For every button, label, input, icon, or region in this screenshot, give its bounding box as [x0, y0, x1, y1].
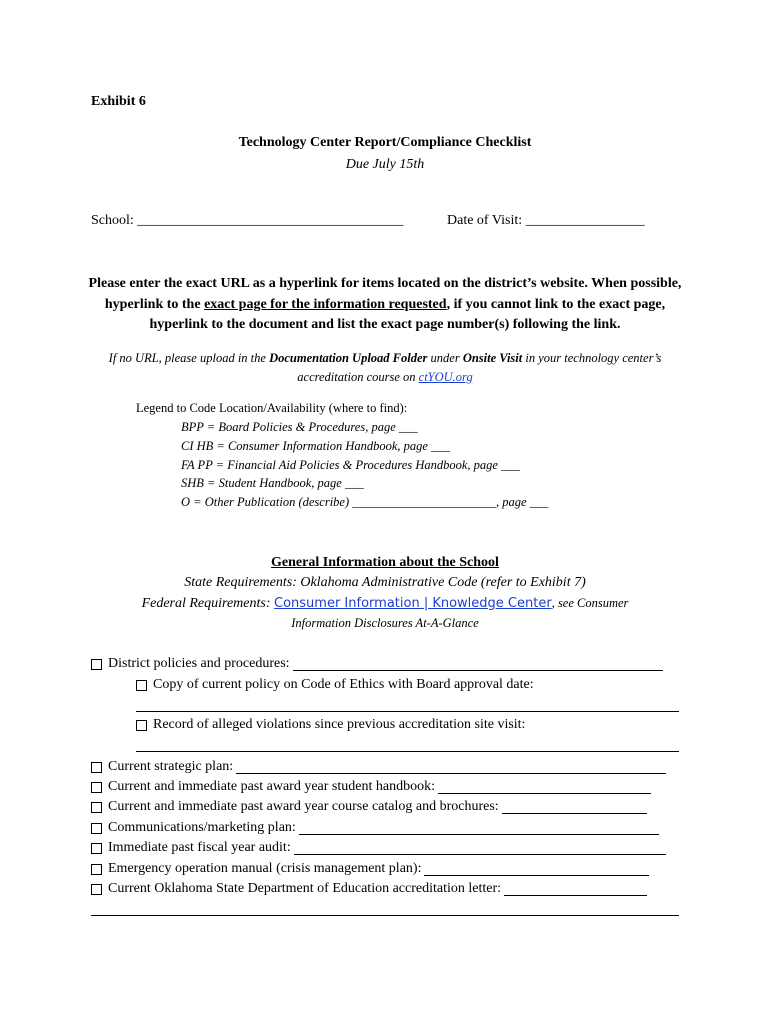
answer-line[interactable] — [299, 821, 659, 835]
federal-label: Federal Requirements: — [141, 596, 275, 611]
checklist-item-violations[interactable] — [136, 717, 525, 733]
legend-item: O = Other Publication (describe) _______________________, page ___ — [181, 495, 549, 509]
instructions-underlined: exact page for the information requested — [204, 296, 447, 312]
answer-line[interactable] — [502, 800, 647, 814]
federal-requirements — [0, 596, 770, 612]
checkbox-icon[interactable] — [136, 680, 147, 691]
checklist-item-accreditation[interactable] — [91, 881, 647, 897]
item-label: Current and immediate past award year course catalog and brochures: — [108, 799, 499, 814]
upload-visit: Onsite Visit — [462, 351, 523, 365]
item-label: Emergency operation manual (crisis management plan): — [108, 861, 422, 876]
checkbox-icon[interactable] — [136, 720, 147, 731]
checkbox-icon[interactable] — [91, 843, 102, 854]
item-label: Immediate past fiscal year audit: — [108, 840, 291, 855]
instructions-part1: Please enter the exact URL as a hyperlink for items located on the district’s website. When possible, hyperlink to the — [88, 276, 682, 312]
checkbox-icon[interactable] — [91, 884, 102, 895]
legend-item: BPP = Board Policies & Procedures, page ___ — [181, 420, 418, 434]
answer-line[interactable] — [438, 780, 651, 794]
checklist-item-strategic[interactable] — [91, 759, 666, 775]
checklist-item-ethics[interactable] — [136, 677, 534, 693]
legend-item: FA PP = Financial Aid Policies & Procedures Handbook, page ___ — [181, 458, 520, 472]
ctyou-link[interactable]: ctYOU.org — [418, 369, 473, 384]
disclosures-label: Information Disclosures At-A-Glance — [291, 616, 479, 630]
answer-line[interactable] — [136, 711, 679, 712]
state-requirements: State Requirements: Oklahoma Administrative Code (refer to Exhibit 7) — [184, 575, 586, 590]
section-title: General Information about the School — [271, 555, 499, 570]
answer-line[interactable] — [236, 760, 666, 774]
visit-date-field[interactable]: Date of Visit: _________________ — [447, 213, 645, 228]
answer-line[interactable] — [294, 841, 666, 855]
checkbox-icon[interactable] — [91, 782, 102, 793]
school-field[interactable]: School: ______________________________________ — [91, 213, 404, 228]
checkbox-icon[interactable] — [91, 802, 102, 813]
federal-post: , see Consumer — [551, 596, 629, 610]
upload-pre: If no URL, please upload in the — [108, 351, 270, 365]
page-title: Technology Center Report/Compliance Checklist — [238, 135, 532, 150]
legend-item: SHB = Student Handbook, page ___ — [181, 476, 364, 490]
answer-line[interactable] — [504, 882, 647, 896]
answer-line[interactable] — [91, 915, 679, 916]
checkbox-icon[interactable] — [91, 762, 102, 773]
checklist-item-emergency[interactable] — [91, 861, 649, 877]
legend-title: Legend to Code Location/Availability (where to find): — [136, 401, 408, 415]
upload-post: in your technology center’s accreditation course on — [297, 351, 662, 384]
item-label: Communications/marketing plan: — [108, 820, 296, 835]
answer-line[interactable] — [293, 657, 663, 671]
hyperlink-instructions — [85, 274, 685, 336]
checkbox-icon[interactable] — [91, 823, 102, 834]
checklist-item-district[interactable] — [91, 656, 663, 672]
knowledge-center-link[interactable]: Consumer Information | Knowledge Center — [274, 596, 552, 611]
item-label: District policies and procedures: — [108, 656, 290, 671]
due-date: Due July 15th — [345, 157, 425, 172]
upload-instructions — [85, 349, 685, 386]
checkbox-icon[interactable] — [91, 864, 102, 875]
upload-mid: under — [427, 351, 463, 365]
instructions-part2: , if you cannot link to the exact page, hyperlink to the document and list the exact page number(s) following the link. — [149, 296, 666, 332]
answer-line[interactable] — [136, 751, 679, 752]
checkbox-icon[interactable] — [91, 659, 102, 670]
item-label: Copy of current policy on Code of Ethics with Board approval date: — [153, 677, 534, 692]
checklist-item-audit[interactable] — [91, 840, 666, 856]
legend-item: CI HB = Consumer Information Handbook, page ___ — [181, 439, 450, 453]
upload-folder: Documentation Upload Folder — [269, 351, 428, 365]
item-label: Current strategic plan: — [108, 759, 234, 774]
exhibit-label: Exhibit 6 — [91, 94, 146, 109]
item-label: Current and immediate past award year student handbook: — [108, 779, 435, 794]
answer-line[interactable] — [424, 862, 649, 876]
checklist-item-handbook[interactable] — [91, 779, 651, 795]
checklist-item-catalog[interactable] — [91, 799, 647, 815]
item-label: Current Oklahoma State Department of Education accreditation letter: — [108, 881, 502, 896]
checklist-item-marketing[interactable] — [91, 820, 659, 836]
item-label: Record of alleged violations since previous accreditation site visit: — [153, 717, 526, 732]
